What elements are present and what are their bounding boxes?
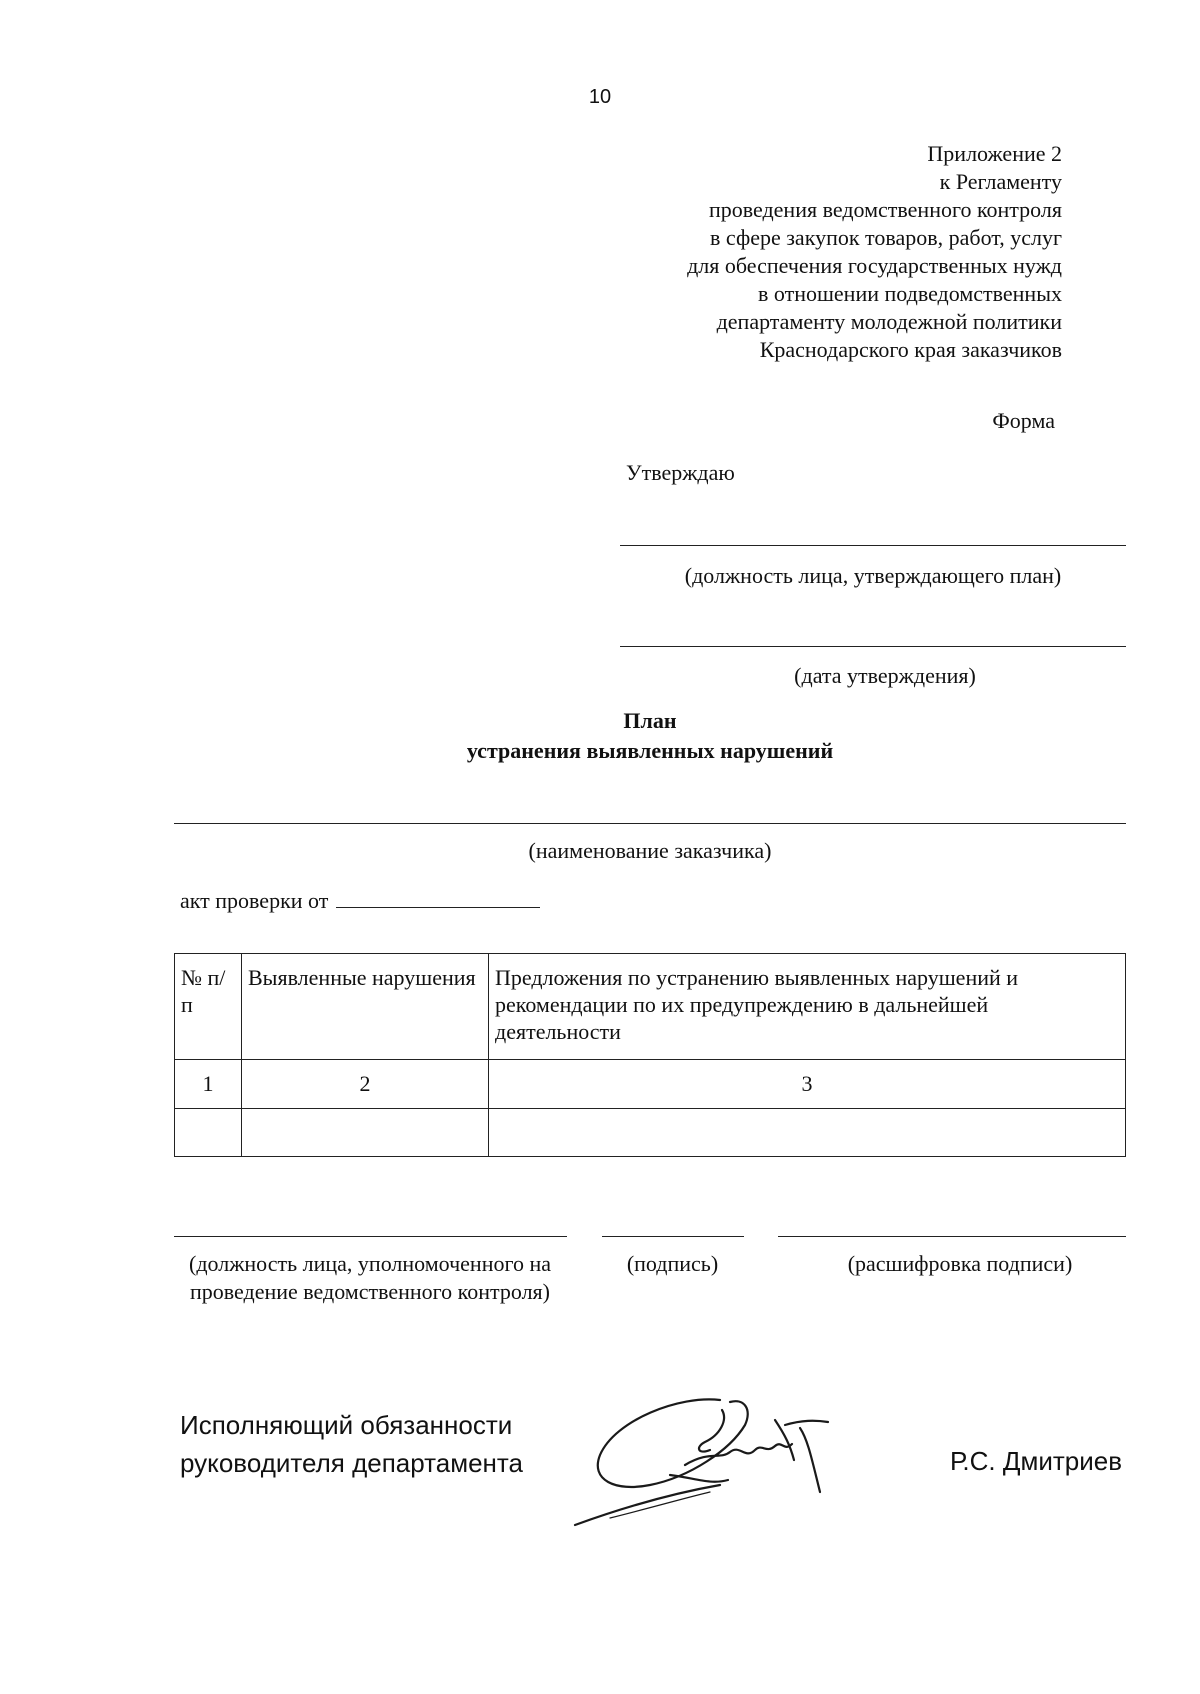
header-cell-proposals: Предложения по устранению выявленных нарушений и рекомендации по их предупреждению в дальнейшей деятельности	[489, 954, 1126, 1060]
appendix-line: в сфере закупок товаров, работ, услуг	[710, 225, 1062, 250]
table-cell	[175, 1109, 242, 1157]
table-numbering-row	[175, 1060, 1126, 1109]
title-line-1: План	[623, 708, 677, 733]
numbering-cell: 1	[175, 1060, 242, 1109]
table-row	[175, 1109, 1126, 1157]
header-cell-number: № п/п	[175, 954, 242, 1060]
approver-position-line	[620, 545, 1126, 546]
appendix-line: Краснодарского края заказчиков	[759, 337, 1062, 362]
approver-position-caption: (должность лица, утверждающего план)	[684, 563, 1062, 588]
act-line	[180, 887, 540, 914]
table-header-row	[175, 954, 1126, 1060]
numbering-cell: 2	[242, 1060, 489, 1109]
page-number: 10	[588, 86, 612, 108]
signatory-position-line-2: руководителя департамента	[180, 1448, 523, 1478]
approve-word: Утверждаю	[626, 460, 735, 485]
header-cell-violations: Выявленные нарушения	[242, 954, 489, 1060]
appendix-line: для обеспечения государственных нужд	[687, 253, 1062, 278]
customer-name-caption: (наименование заказчика)	[528, 838, 772, 863]
appendix-line: в отношении подведомственных	[757, 281, 1062, 306]
authorized-position-caption: (должность лица, уполномоченного на проведение ведомственного контроля)	[189, 1251, 551, 1304]
table-cell	[489, 1109, 1126, 1157]
plan-table	[174, 953, 1126, 1157]
signature-decoding-line	[778, 1236, 1126, 1237]
signature-caption: (подпись)	[626, 1251, 719, 1276]
act-date-blank	[336, 887, 540, 908]
signatory-position-line-1: Исполняющий обязанности	[180, 1410, 513, 1440]
signatory-position	[180, 1406, 523, 1482]
signature-decoding-caption: (расшифровка подписи)	[847, 1251, 1073, 1276]
form-label: Форма	[992, 408, 1055, 433]
approval-date-line	[620, 646, 1126, 647]
customer-name-line	[174, 823, 1126, 824]
appendix-line: Приложение 2	[927, 141, 1062, 166]
table-cell	[242, 1109, 489, 1157]
appendix-line: проведения ведомственного контроля	[708, 197, 1062, 222]
appendix-line: департаменту молодежной политики	[716, 309, 1062, 334]
approval-date-caption: (дата утверждения)	[794, 663, 976, 688]
appendix-line: к Регламенту	[939, 169, 1062, 194]
authorized-position-line	[174, 1236, 567, 1237]
numbering-cell: 3	[489, 1060, 1126, 1109]
signature-line	[602, 1236, 744, 1237]
document-title	[0, 706, 1200, 766]
appendix-block	[687, 140, 1062, 364]
act-label: акт проверки от	[180, 888, 329, 913]
signatory-name: Р.С. Дмитриев	[949, 1446, 1122, 1476]
title-line-2: устранения выявленных нарушений	[466, 738, 834, 763]
handwritten-signature	[570, 1380, 900, 1530]
